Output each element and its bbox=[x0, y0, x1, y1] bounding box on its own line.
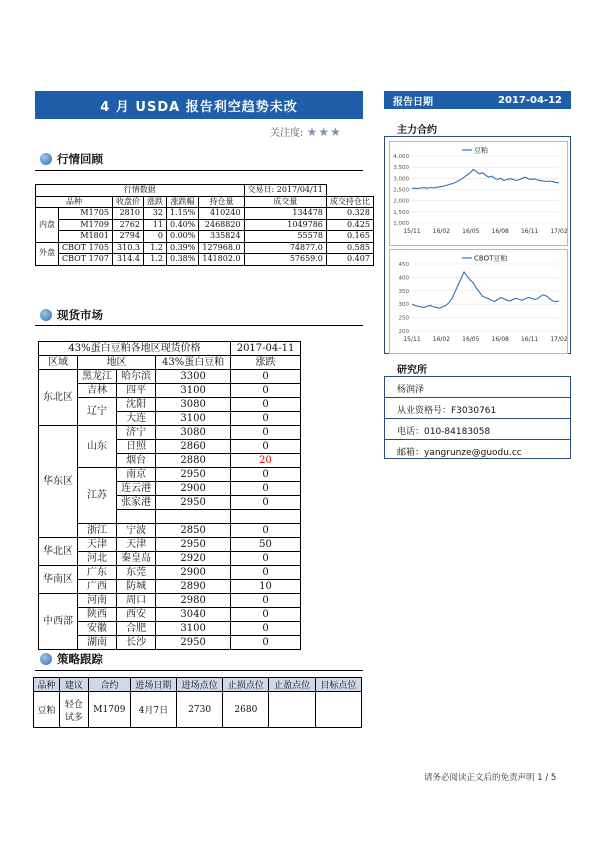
change-cell: 0 bbox=[231, 552, 301, 566]
research-label: 研究所 bbox=[397, 365, 427, 376]
city-cell: 东莞 bbox=[117, 566, 156, 580]
price-cell: 2950 bbox=[156, 468, 231, 482]
x-tick-label: 16/08 bbox=[491, 228, 509, 235]
table-row bbox=[36, 185, 374, 197]
column-header: 品种 bbox=[36, 196, 113, 208]
table-cell: 1.2 bbox=[143, 254, 166, 266]
change-cell: 0 bbox=[231, 468, 301, 482]
city-cell: 济宁 bbox=[117, 426, 156, 440]
region-cell: 东北区 bbox=[39, 370, 78, 426]
y-tick-label: 2,500 bbox=[393, 187, 409, 194]
y-tick-label: 4,000 bbox=[393, 154, 409, 160]
column-header: 止盈点位 bbox=[269, 678, 315, 692]
table-cell: 0 bbox=[143, 231, 166, 243]
table-cell: 1.15% bbox=[166, 208, 198, 220]
chart-soymeal-svg bbox=[390, 142, 567, 245]
section-bullet-icon bbox=[40, 309, 52, 321]
y-tick-label: 350 bbox=[398, 288, 409, 295]
table-cell: 127968.0 bbox=[199, 242, 244, 254]
price-cell: 3100 bbox=[156, 384, 231, 398]
price-cell: 3080 bbox=[156, 426, 231, 440]
column-header: 成交持仓比 bbox=[326, 196, 373, 208]
column-header: 建议 bbox=[59, 678, 88, 692]
table-cell: 0.00% bbox=[166, 231, 198, 243]
change-cell: 0 bbox=[231, 384, 301, 398]
table-row bbox=[34, 692, 362, 728]
table-row bbox=[39, 538, 301, 552]
section-bullet-icon bbox=[40, 653, 52, 665]
x-tick-label: 15/11 bbox=[403, 228, 421, 235]
table-caption: 43%蛋白豆粕各地区现货价格 bbox=[39, 342, 231, 356]
table-row bbox=[39, 356, 301, 370]
region-cell: 华南区 bbox=[39, 566, 78, 594]
market-group: 内盘 bbox=[36, 208, 59, 243]
table-row bbox=[36, 254, 374, 266]
table-cell: 310.3 bbox=[112, 242, 143, 254]
change-cell: 0 bbox=[231, 482, 301, 496]
table-cell: 0.40% bbox=[166, 219, 198, 231]
report-date-label: 报告日期 bbox=[393, 96, 433, 108]
price-cell: 2890 bbox=[156, 580, 231, 594]
main-contract-label: 主力合约 bbox=[397, 125, 437, 136]
change-cell bbox=[231, 510, 301, 524]
attention-rating bbox=[270, 124, 342, 139]
table-cell: 0.39% bbox=[166, 242, 198, 254]
city-cell: 秦皇岛 bbox=[117, 552, 156, 566]
table-cell: 0.585 bbox=[326, 242, 373, 254]
license-number: 从业资格号：F3030761 bbox=[397, 406, 497, 416]
x-tick-label: 16/05 bbox=[462, 336, 480, 343]
x-tick-label: 16/11 bbox=[520, 228, 539, 235]
attention-label: 关注度: bbox=[270, 128, 304, 139]
region-cell: 华东区 bbox=[39, 426, 78, 538]
city-cell: 宁波 bbox=[117, 524, 156, 538]
email-address[interactable]: 邮箱：yangrunze@guodu.cc bbox=[397, 448, 522, 458]
table-row bbox=[39, 342, 301, 356]
table-cell: 55578 bbox=[244, 231, 326, 243]
province-cell: 天津 bbox=[78, 538, 117, 552]
report-date-value: 2017-04-12 bbox=[498, 94, 562, 106]
table-cell: 0.407 bbox=[326, 254, 373, 266]
table-cell: 410240 bbox=[199, 208, 244, 220]
change-cell: 0 bbox=[231, 412, 301, 426]
price-cell: 3300 bbox=[156, 370, 231, 384]
city-cell: 周口 bbox=[117, 594, 156, 608]
chart-panel bbox=[384, 136, 571, 354]
y-tick-label: 1,000 bbox=[393, 221, 409, 227]
table-cell: 32 bbox=[143, 208, 166, 220]
city-cell: 防城 bbox=[117, 580, 156, 594]
table-row bbox=[39, 468, 301, 482]
table-cell: M1801 bbox=[59, 231, 113, 243]
x-tick-label: 16/05 bbox=[462, 228, 480, 235]
city-cell: 合肥 bbox=[117, 622, 156, 636]
province-cell: 辽宁 bbox=[78, 398, 117, 426]
change-cell: 10 bbox=[231, 580, 301, 594]
change-cell: 0 bbox=[231, 398, 301, 412]
table-cell: CBOT 1705 bbox=[59, 242, 113, 254]
city-cell: 大连 bbox=[117, 412, 156, 426]
price-cell: 2850 bbox=[156, 524, 231, 538]
province-cell: 山东 bbox=[78, 426, 117, 468]
chart-soymeal bbox=[389, 141, 568, 246]
table-cell: 轻仓试多 bbox=[59, 692, 88, 728]
province-cell: 湖南 bbox=[78, 636, 117, 650]
table-cell: M1705 bbox=[59, 208, 113, 220]
table-cell: 74877.0 bbox=[244, 242, 326, 254]
table-cell: 4月7日 bbox=[130, 692, 176, 728]
price-cell: 2860 bbox=[156, 440, 231, 454]
change-cell: 0 bbox=[231, 426, 301, 440]
divider bbox=[35, 325, 363, 326]
table-cell bbox=[269, 692, 315, 728]
table-cell: 0.328 bbox=[326, 208, 373, 220]
city-cell: 哈尔滨 bbox=[117, 370, 156, 384]
table-cell: 1.2 bbox=[143, 242, 166, 254]
y-tick-label: 250 bbox=[398, 315, 409, 322]
y-tick-label: 450 bbox=[398, 262, 409, 268]
city-cell: 沈阳 bbox=[117, 398, 156, 412]
column-header: 进场点位 bbox=[177, 678, 223, 692]
column-header: 合约 bbox=[88, 678, 130, 692]
column-header: 收盘价 bbox=[112, 196, 143, 208]
table-row bbox=[34, 678, 362, 692]
province-cell: 广西 bbox=[78, 580, 117, 594]
table-row bbox=[36, 231, 374, 243]
y-tick-label: 3,500 bbox=[393, 165, 409, 172]
table-row bbox=[36, 208, 374, 220]
table-row bbox=[39, 426, 301, 440]
table-row bbox=[39, 636, 301, 650]
x-tick-label: 16/08 bbox=[491, 336, 509, 343]
province-cell: 广东 bbox=[78, 566, 117, 580]
province-cell: 河南 bbox=[78, 594, 117, 608]
y-tick-label: 400 bbox=[398, 275, 409, 282]
table-cell: 134478 bbox=[244, 208, 326, 220]
y-tick-label: 2,000 bbox=[393, 198, 409, 205]
change-cell: 0 bbox=[231, 622, 301, 636]
y-tick-label: 300 bbox=[398, 302, 409, 309]
report-title: 4 月 USDA 报告利空趋势未改 bbox=[35, 91, 363, 119]
change-cell: 0 bbox=[231, 566, 301, 580]
change-cell: 20 bbox=[231, 454, 301, 468]
market-data-table bbox=[35, 184, 374, 266]
phone-number: 电话：010-84183058 bbox=[397, 427, 491, 437]
table-cell: 豆粕 bbox=[34, 692, 60, 728]
table-cell: 314.4 bbox=[112, 254, 143, 266]
price-cell: 3080 bbox=[156, 398, 231, 412]
change-cell: 0 bbox=[231, 608, 301, 622]
column-header: 地区 bbox=[78, 356, 156, 370]
report-date-bar bbox=[384, 91, 571, 109]
table-cell: 141802.0 bbox=[199, 254, 244, 266]
x-tick-label: 16/11 bbox=[520, 336, 539, 343]
analyst-name: 杨润泽 bbox=[397, 385, 425, 395]
y-tick-label: 200 bbox=[398, 329, 409, 335]
column-header: 品种 bbox=[34, 678, 60, 692]
city-cell: 天津 bbox=[117, 538, 156, 552]
table-row bbox=[39, 384, 301, 398]
section-spot-market: 现货市场 bbox=[40, 307, 103, 323]
city-cell: 烟台 bbox=[117, 454, 156, 468]
province-cell: 安徽 bbox=[78, 622, 117, 636]
province-cell: 浙江 bbox=[78, 524, 117, 538]
table-caption: 行情数据 bbox=[36, 185, 245, 197]
change-cell: 0 bbox=[231, 594, 301, 608]
table-row bbox=[39, 370, 301, 384]
column-header: 涨跌幅 bbox=[166, 196, 198, 208]
x-tick-label: 17/02 bbox=[550, 228, 567, 235]
x-tick-label: 16/02 bbox=[432, 336, 451, 343]
table-cell: 1049786 bbox=[244, 219, 326, 231]
y-tick-label: 1,500 bbox=[393, 209, 409, 216]
section-strategy: 策略跟踪 bbox=[40, 651, 103, 667]
column-header: 持仓量 bbox=[199, 196, 244, 208]
column-header: 止损点位 bbox=[223, 678, 269, 692]
table-cell: 2794 bbox=[112, 231, 143, 243]
table-cell: M1709 bbox=[88, 692, 130, 728]
province-cell: 陕西 bbox=[78, 608, 117, 622]
column-header: 43%蛋白豆粕 bbox=[156, 356, 231, 370]
city-cell: 连云港 bbox=[117, 482, 156, 496]
section-bullet-icon bbox=[40, 153, 52, 165]
chart-cbot-soymeal bbox=[389, 249, 568, 354]
table-row bbox=[39, 398, 301, 412]
table-cell: 2810 bbox=[112, 208, 143, 220]
price-cell: 3040 bbox=[156, 608, 231, 622]
change-cell: 0 bbox=[231, 524, 301, 538]
price-cell: 3100 bbox=[156, 412, 231, 426]
legend-label: 豆粕 bbox=[474, 146, 488, 155]
table-cell: 2468820 bbox=[199, 219, 244, 231]
table-cell: 11 bbox=[143, 219, 166, 231]
table-cell: 0.425 bbox=[326, 219, 373, 231]
change-cell: 50 bbox=[231, 538, 301, 552]
trade-date: 交易日: 2017/04/11 bbox=[244, 185, 326, 197]
table-cell: 2730 bbox=[177, 692, 223, 728]
column-header: 目标点位 bbox=[315, 678, 361, 692]
region-cell: 华北区 bbox=[39, 538, 78, 566]
change-cell: 0 bbox=[231, 496, 301, 510]
table-cell: 2762 bbox=[112, 219, 143, 231]
column-header: 进场日期 bbox=[130, 678, 176, 692]
city-cell bbox=[117, 510, 156, 524]
divider bbox=[35, 170, 363, 171]
section-market-review: 行情回顾 bbox=[40, 151, 103, 167]
table-row bbox=[36, 196, 374, 208]
column-header: 成交量 bbox=[244, 196, 326, 208]
footer-disclaimer: 请务必阅读正文后的免责声明 1 / 5 bbox=[424, 773, 557, 783]
price-cell: 2950 bbox=[156, 496, 231, 510]
chart-cbot-svg bbox=[390, 250, 567, 353]
table-row bbox=[39, 622, 301, 636]
column-header: 区域 bbox=[39, 356, 78, 370]
table-row bbox=[36, 219, 374, 231]
table-cell: 2680 bbox=[223, 692, 269, 728]
city-cell: 四平 bbox=[117, 384, 156, 398]
table-cell: 0.165 bbox=[326, 231, 373, 243]
table-row bbox=[36, 242, 374, 254]
change-cell: 0 bbox=[231, 370, 301, 384]
province-cell: 河北 bbox=[78, 552, 117, 566]
column-header: 涨跌 bbox=[143, 196, 166, 208]
x-tick-label: 15/11 bbox=[403, 336, 421, 343]
x-tick-label: 17/02 bbox=[550, 336, 567, 343]
column-header: 涨跌 bbox=[231, 356, 301, 370]
price-cell: 2980 bbox=[156, 594, 231, 608]
legend-label: CBOT豆粕 bbox=[474, 254, 508, 263]
spot-price-table bbox=[38, 341, 301, 650]
price-cell: 2880 bbox=[156, 454, 231, 468]
price-cell: 2950 bbox=[156, 636, 231, 650]
table-cell: 0.38% bbox=[166, 254, 198, 266]
divider bbox=[35, 670, 363, 671]
table-cell bbox=[315, 692, 361, 728]
price-cell bbox=[156, 510, 231, 524]
city-cell: 长沙 bbox=[117, 636, 156, 650]
city-cell: 西安 bbox=[117, 608, 156, 622]
price-cell: 2920 bbox=[156, 552, 231, 566]
table-row bbox=[39, 552, 301, 566]
price-cell: 2900 bbox=[156, 482, 231, 496]
series-line bbox=[412, 169, 559, 188]
change-cell: 0 bbox=[231, 636, 301, 650]
price-cell: 2950 bbox=[156, 538, 231, 552]
region-cell: 中西部 bbox=[39, 594, 78, 650]
table-row bbox=[39, 594, 301, 608]
city-cell: 张家港 bbox=[117, 496, 156, 510]
price-cell: 3100 bbox=[156, 622, 231, 636]
province-cell: 黑龙江 bbox=[78, 370, 117, 384]
market-group: 外盘 bbox=[36, 242, 59, 265]
x-tick-label: 16/02 bbox=[432, 228, 451, 235]
table-cell: M1709 bbox=[59, 219, 113, 231]
province-cell: 吉林 bbox=[78, 384, 117, 398]
y-tick-label: 3,000 bbox=[393, 176, 409, 183]
price-cell: 2900 bbox=[156, 566, 231, 580]
table-row bbox=[39, 524, 301, 538]
table-row bbox=[39, 608, 301, 622]
star-rating-icon: ★★★ bbox=[306, 125, 342, 139]
table-row bbox=[39, 580, 301, 594]
strategy-table bbox=[33, 677, 362, 728]
city-cell: 南京 bbox=[117, 468, 156, 482]
change-cell: 0 bbox=[231, 440, 301, 454]
city-cell: 日照 bbox=[117, 440, 156, 454]
table-cell: 335824 bbox=[199, 231, 244, 243]
table-cell: 57659.0 bbox=[244, 254, 326, 266]
province-cell: 江苏 bbox=[78, 468, 117, 524]
table-row bbox=[39, 566, 301, 580]
price-date: 2017-04-11 bbox=[231, 342, 301, 356]
table-cell: CBOT 1707 bbox=[59, 254, 113, 266]
